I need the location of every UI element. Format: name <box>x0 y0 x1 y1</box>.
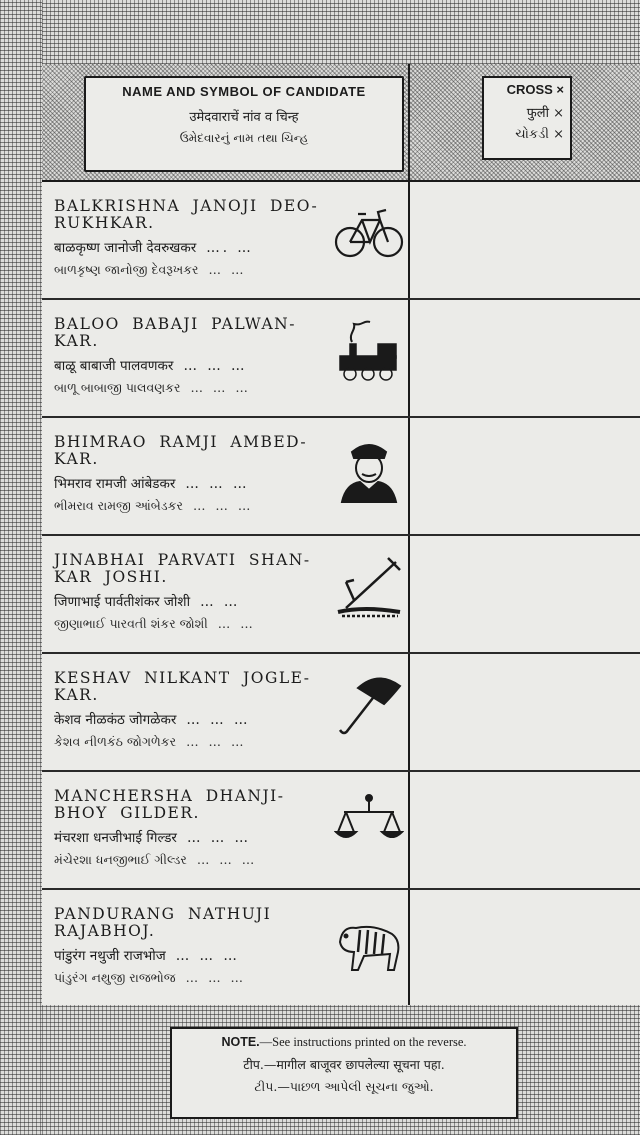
bicycle-icon <box>334 198 404 268</box>
candidate-name-marathi: केशव नीळकंठ जोगळेकर … … … <box>54 712 251 728</box>
candidate-column-heading <box>84 76 404 172</box>
candidate-name-gujarati: જીણાભાઈ પારવતી શંકર જોશી … … <box>54 616 256 631</box>
candidate-name-gujarati: કેશવ નીળકંઠ જોગળેકર … … … <box>54 734 247 749</box>
candidate-details <box>54 434 334 514</box>
scales-icon <box>334 788 404 858</box>
candidate-details <box>54 906 334 986</box>
candidate-details <box>54 788 334 868</box>
heading-english: NAME AND SYMBOL OF CANDIDATE <box>122 84 366 99</box>
note-marathi: टीप.—मागील बाजूवर छापलेल्या सूचना पहा. <box>243 1057 445 1072</box>
cross-gujarati: ચોકડી × <box>515 127 564 142</box>
cross-marathi: फुली × <box>526 106 564 121</box>
candidate-name-marathi: मंचरशा धनजीभाई गिल्डर … … … <box>54 830 252 846</box>
candidate-name-english: PANDURANG NATHUJI RAJABHOJ. <box>54 905 272 940</box>
bottom-decorative-border <box>42 1005 640 1135</box>
candidate-row[interactable] <box>42 182 640 300</box>
candidate-name-english: BALOO BABAJI PALWAN- KAR. <box>54 315 296 350</box>
candidate-row[interactable] <box>42 300 640 418</box>
cross-column-heading <box>482 76 572 160</box>
heading-marathi: उमेदवाराचें नांव व चिन्ह <box>189 110 299 125</box>
candidate-row[interactable] <box>42 536 640 654</box>
note-english: NOTE.—See instructions printed on the reverse. <box>221 1035 467 1049</box>
candidate-details <box>54 552 334 632</box>
candidate-row[interactable] <box>42 654 640 772</box>
portrait-icon <box>334 434 404 504</box>
top-decorative-border <box>42 0 640 64</box>
candidate-list <box>42 180 640 1007</box>
candidate-details <box>54 670 334 750</box>
plough-icon <box>334 552 404 622</box>
candidate-name-english: BALKRISHNA JANOJI DEO- RUKHKAR. <box>54 197 319 232</box>
candidate-name-english: MANCHERSHA DHANJI- BHOY GILDER. <box>54 787 285 822</box>
candidate-name-english: KESHAV NILKANT JOGLE- KAR. <box>54 669 311 704</box>
candidate-row[interactable] <box>42 772 640 890</box>
candidate-name-gujarati: બાળકૃષ્ણ જાનોજી દેવરૂખકર … … <box>54 262 247 277</box>
candidate-name-marathi: बाळू बाबाजी पालवणकर … … … <box>54 358 248 374</box>
candidate-row[interactable] <box>42 890 640 1007</box>
candidate-details <box>54 316 334 396</box>
header-column-divider <box>408 64 410 180</box>
candidate-name-gujarati: બાળૂ બાબાજી પાલવણકર … … … <box>54 380 251 395</box>
note-gujarati: ટીપ.—પાછળ આપેલી સૂચના જુઓ. <box>254 1079 434 1094</box>
candidate-name-gujarati: ભીમરાવ રામજી આંબેડકર … … … <box>54 498 254 513</box>
train-icon <box>334 316 404 386</box>
candidate-name-marathi: भिमराव रामजी आंबेडकर … … … <box>54 476 250 492</box>
candidate-details <box>54 198 334 278</box>
candidate-name-marathi: पांडुरंग नथुजी राजभोज … … … <box>54 948 240 964</box>
tiger-icon <box>334 906 404 976</box>
candidate-name-english: JINABHAI PARVATI SHAN- KAR JOSHI. <box>54 551 311 586</box>
heading-gujarati: ઉમેદવારનું નામ તથા ચિન્હ <box>179 131 309 145</box>
candidate-row[interactable] <box>42 418 640 536</box>
instruction-note <box>170 1027 518 1119</box>
cross-english: CROSS × <box>506 82 564 97</box>
candidate-name-gujarati: પાંડુરંગ નથુજી રાજભોજ … … … <box>54 970 247 985</box>
ballot-header <box>42 64 640 180</box>
left-decorative-border <box>0 0 42 1135</box>
candidate-name-gujarati: મંચેરશા ધનજીભાઈ ગીલ્ડર … … … <box>54 852 258 867</box>
candidate-name-english: BHIMRAO RAMJI AMBED- KAR. <box>54 433 308 468</box>
candidate-name-marathi: बाळकृष्ण जानोजी देवरुखकर …. … <box>54 240 254 256</box>
umbrella-icon <box>334 670 404 740</box>
candidate-name-marathi: जिणाभाई पार्वतीशंकर जोशी … … <box>54 594 241 610</box>
